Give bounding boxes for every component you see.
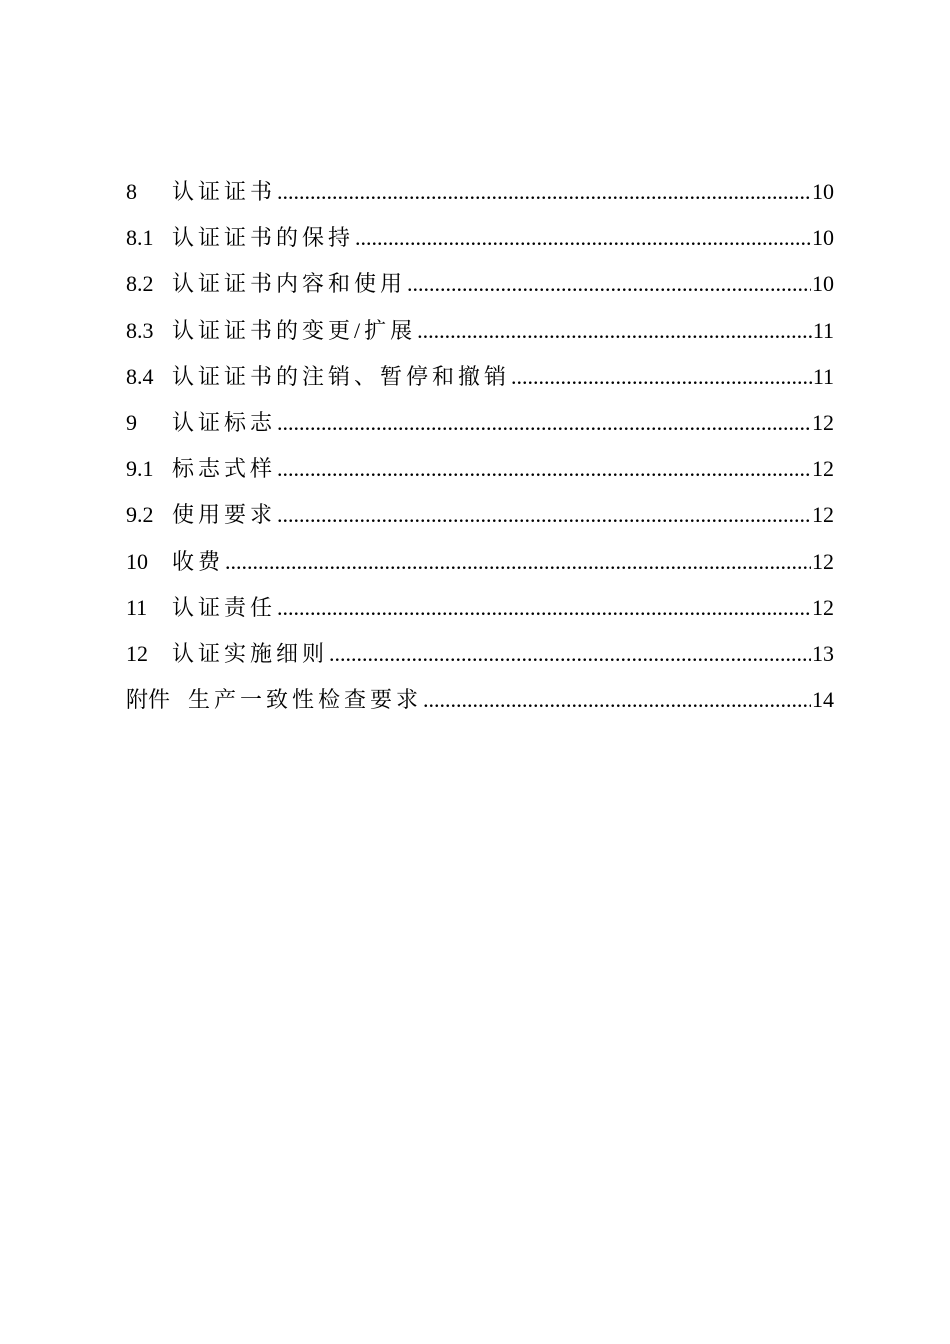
toc-entry-number: 8.4 <box>126 363 154 389</box>
toc-entry-number: 12 <box>126 640 148 666</box>
table-of-contents <box>126 174 834 728</box>
toc-entry[interactable] <box>126 590 834 636</box>
toc-dot-leader <box>417 313 812 349</box>
toc-entry-page: 10 <box>812 271 834 297</box>
toc-dot-leader <box>277 174 811 210</box>
toc-entry[interactable] <box>126 636 834 682</box>
toc-entry[interactable] <box>126 451 834 497</box>
toc-entry-page: 12 <box>812 548 834 574</box>
toc-dot-leader <box>407 266 811 302</box>
toc-entry-page: 12 <box>812 502 834 528</box>
toc-dot-leader <box>277 497 811 533</box>
toc-entry-number: 10 <box>126 548 148 574</box>
toc-entry-title: 标志式样 <box>172 456 277 482</box>
toc-entry-title: 认证证书的变更/扩展 <box>172 317 417 343</box>
toc-entry-number: 9.2 <box>126 502 154 528</box>
toc-entry-page: 11 <box>812 317 834 343</box>
toc-entry-title: 认证证书的保持 <box>172 225 355 251</box>
toc-entry-page: 14 <box>812 687 834 713</box>
toc-entry-number: 8.2 <box>126 271 154 297</box>
toc-entry[interactable] <box>126 682 834 728</box>
toc-entry[interactable] <box>126 497 834 543</box>
toc-entry-title: 认证证书内容和使用 <box>172 271 407 297</box>
toc-entry-title: 认证证书 <box>172 179 277 204</box>
toc-entry[interactable] <box>126 313 834 359</box>
toc-entry-number: 附件 <box>126 687 171 713</box>
toc-entry-page: 10 <box>812 225 834 251</box>
toc-entry-number: 11 <box>126 594 148 620</box>
toc-dot-leader <box>277 451 811 487</box>
toc-entry-page: 10 <box>812 179 834 204</box>
toc-entry-title: 认证实施细则 <box>172 640 329 666</box>
toc-dot-leader <box>511 359 812 395</box>
toc-entry-title: 认证证书的注销、暂停和撤销 <box>172 363 511 389</box>
toc-dot-leader <box>277 405 811 441</box>
toc-entry-page: 13 <box>812 640 834 666</box>
toc-entry-title: 收费 <box>172 548 225 574</box>
toc-entry-page: 12 <box>812 456 834 482</box>
toc-entry[interactable] <box>126 266 834 312</box>
toc-dot-leader <box>355 220 811 256</box>
toc-entry-page: 11 <box>812 363 834 389</box>
toc-entry-page: 12 <box>812 409 834 435</box>
toc-dot-leader <box>329 636 811 672</box>
toc-dot-leader <box>277 590 811 626</box>
toc-entry[interactable] <box>126 359 834 405</box>
toc-entry-number: 9.1 <box>126 456 154 482</box>
toc-entry[interactable] <box>126 544 834 590</box>
toc-entry[interactable] <box>126 405 834 451</box>
toc-entry-number: 8.3 <box>126 317 154 343</box>
toc-dot-leader <box>423 682 811 718</box>
toc-dot-leader <box>225 544 811 580</box>
toc-entry-number: 8 <box>126 179 137 204</box>
toc-entry-title: 认证责任 <box>172 594 277 620</box>
toc-entry-title: 认证标志 <box>172 409 277 435</box>
toc-entry-page: 12 <box>812 594 834 620</box>
toc-entry[interactable] <box>126 220 834 266</box>
toc-entry-title: 生产一致性检查要求 <box>188 687 423 713</box>
toc-entry-number: 9 <box>126 409 137 435</box>
toc-entry-title: 使用要求 <box>172 502 277 528</box>
toc-entry[interactable] <box>126 174 834 220</box>
toc-entry-number: 8.1 <box>126 225 154 251</box>
